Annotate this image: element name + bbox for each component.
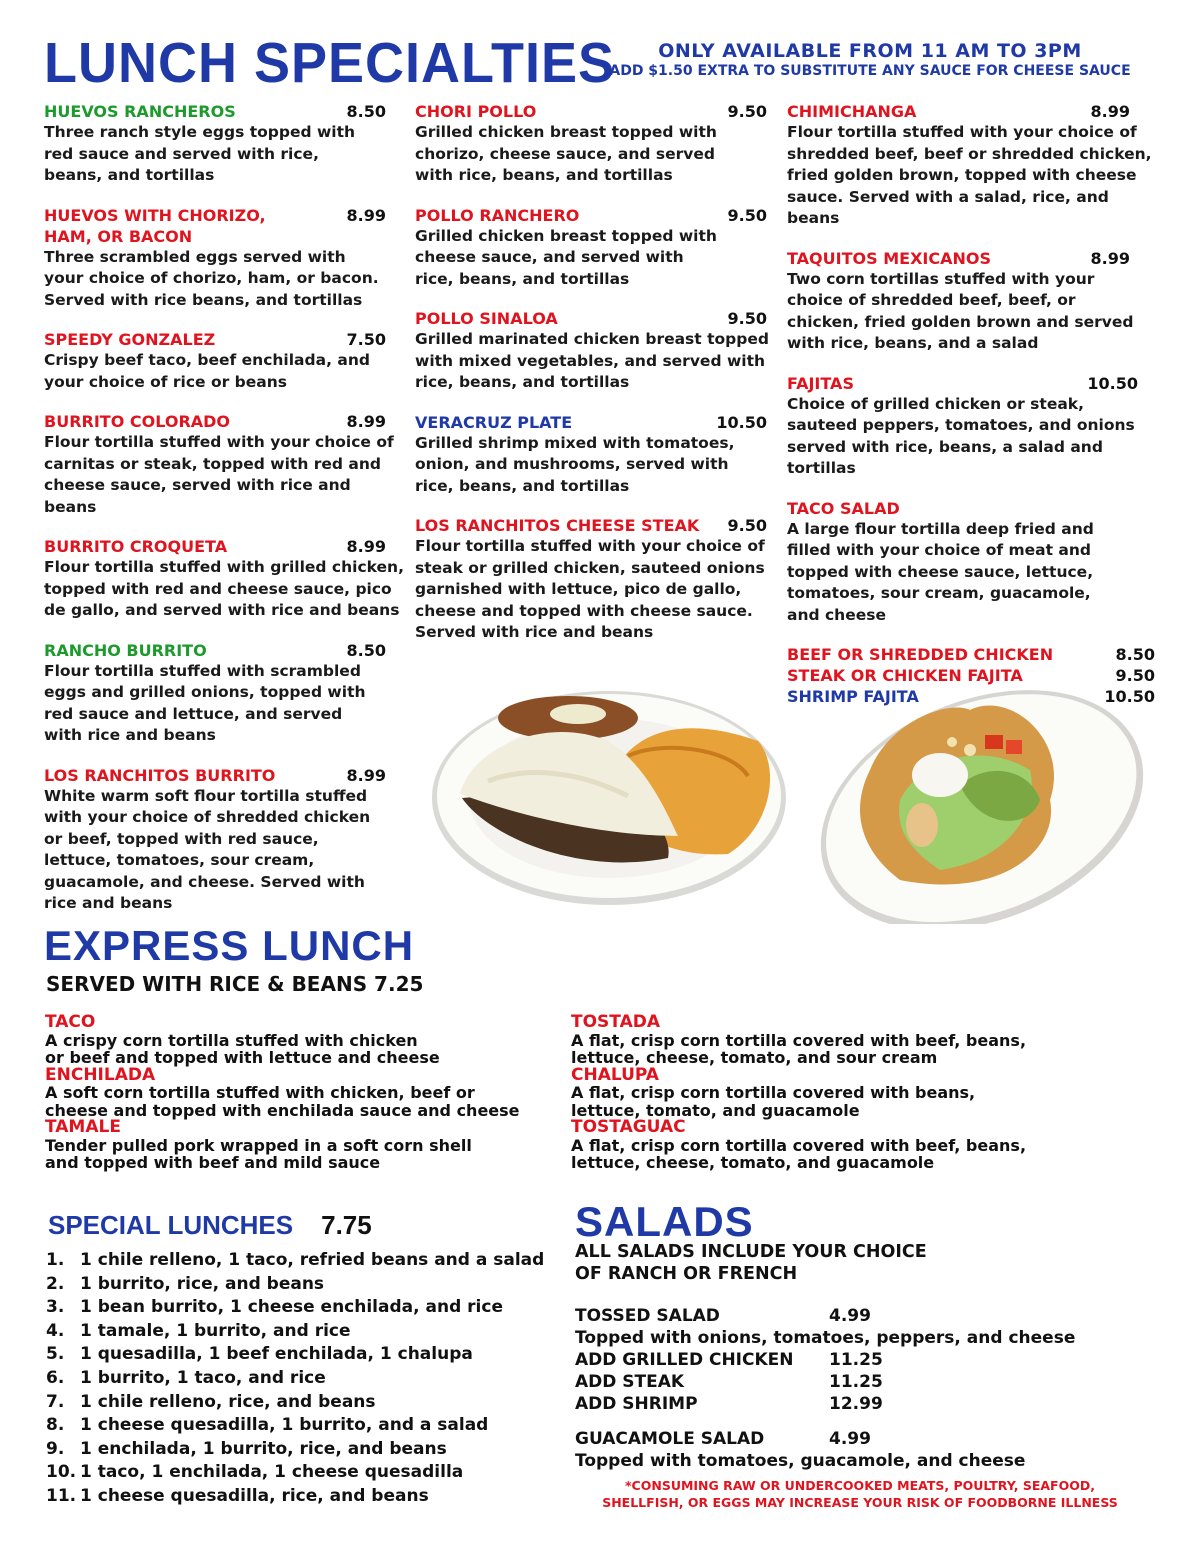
warning-line: SHELLFISH, OR EGGS MAY INCREASE YOUR RISK OF FOODBORNE ILLNESS	[602, 1495, 1118, 1510]
express-item-desc-line: lettuce, cheese, tomato, and sour cream	[571, 1048, 938, 1067]
menu-item	[787, 248, 1157, 355]
food-safety-warning	[560, 1477, 1160, 1511]
salads-note-line: ALL SALADS INCLUDE YOUR CHOICE	[575, 1242, 927, 1262]
salad-addon	[575, 1349, 1075, 1371]
menu-column-2	[415, 101, 767, 662]
item-price: 8.50	[346, 102, 386, 121]
express-item-desc-line: A flat, crisp corn tortilla covered with beef, beans,	[571, 1030, 1027, 1050]
menu-column-3	[787, 101, 1157, 707]
salad-price: 4.99	[829, 1306, 871, 1326]
item-name: LOS RANCHITOS BURRITO	[44, 765, 276, 785]
salad-item	[575, 1428, 1075, 1450]
menu-item	[44, 101, 386, 187]
list-item-number: 9.	[46, 1438, 65, 1459]
addon-price: 11.25	[829, 1372, 883, 1392]
express-item-name: ENCHILADA	[45, 1064, 156, 1085]
list-item-text: 1 enchilada, 1 burrito, rice, and beans	[80, 1438, 447, 1459]
menu-item	[415, 101, 767, 187]
menu-item	[44, 640, 386, 747]
list-item-text: 1 cheese quesadilla, 1 burrito, and a salad	[80, 1415, 489, 1436]
addon-price: 12.99	[829, 1394, 883, 1414]
express-lunch-title: EXPRESS LUNCH	[44, 922, 415, 969]
option-price: 9.50	[1115, 666, 1155, 685]
express-item-name: TAMALE	[45, 1117, 121, 1137]
availability-hours: ONLY AVAILABLE FROM 11 AM TO 3PM	[658, 40, 1082, 62]
salads-note-line: OF RANCH OR FRENCH	[575, 1264, 798, 1284]
item-price: 9.50	[727, 205, 767, 225]
item-price: 8.99	[346, 765, 386, 785]
menu-item	[415, 205, 767, 291]
warning-line: *CONSUMING RAW OR UNDERCOOKED MEATS, POULTRY, SEAFOOD,	[625, 1478, 1095, 1493]
item-description: Flour tortilla stuffed with your choice of steak or grilled chicken, sauteed onions garnished with lettuce, pico de gallo, cheese and topped with cheese sauce. Served with rice and beans	[415, 537, 765, 641]
item-description: Two corn tortillas stuffed with your choice of shredded beef, beef, or chicken, fried golden brown and served with rice, beans, and a salad	[787, 269, 1134, 352]
express-item-name: CHALUPA	[571, 1064, 659, 1085]
salad-description: Topped with tomatoes, guacamole, and cheese	[575, 1451, 1026, 1471]
item-description: Grilled chicken breast topped with cheese sauce, and served with rice, beans, and tortillas	[415, 226, 717, 288]
item-description: Flour tortilla stuffed with grilled chicken, topped with red and cheese sauce, pico de gallo, and served with rice and beans	[44, 558, 404, 619]
item-price: 8.99	[1090, 248, 1130, 268]
option-name: BEEF OR SHREDDED CHICKEN	[787, 645, 1054, 664]
list-item-number: 11.	[46, 1485, 77, 1506]
list-item	[46, 1391, 544, 1415]
addon-name: ADD GRILLED CHICKEN	[575, 1350, 794, 1370]
special-lunches-list	[46, 1249, 544, 1509]
item-name: HUEVOS WITH CHORIZO, HAM, OR BACON	[44, 205, 266, 246]
list-item-text: 1 burrito, 1 taco, and rice	[80, 1367, 326, 1388]
menu-item	[415, 308, 767, 394]
salad-description: Topped with onions, tomatoes, peppers, and cheese	[575, 1328, 1076, 1348]
express-item	[571, 1119, 1091, 1172]
express-item-desc-line: and topped with beef and mild sauce	[45, 1153, 381, 1172]
express-item-desc-line: A soft corn tortilla stuffed with chicken, beef or	[45, 1083, 475, 1102]
salad-addon	[575, 1371, 1075, 1393]
list-item	[46, 1296, 544, 1320]
addon-name: ADD STEAK	[575, 1372, 685, 1392]
item-price: 9.50	[727, 516, 767, 535]
item-price: 10.50	[1087, 373, 1138, 393]
express-item-desc-line: lettuce, tomato, and guacamole	[571, 1100, 860, 1120]
item-name: RANCHO BURRITO	[44, 640, 207, 660]
list-item-text: 1 cheese quesadilla, rice, and beans	[80, 1485, 429, 1506]
special-lunches-heading: SPECIAL LUNCHES	[48, 1210, 294, 1240]
item-description: Crispy beef taco, beef enchilada, and your choice of rice or beans	[44, 351, 370, 391]
express-item	[45, 1014, 555, 1067]
list-item-text: 1 burrito, rice, and beans	[80, 1273, 325, 1294]
express-lunch-subtitle: SERVED WITH RICE & BEANS 7.25	[46, 972, 424, 996]
item-description: Three ranch style eggs topped with red sauce and served with rice, beans, and tortillas	[44, 123, 356, 184]
list-item-number: 3.	[46, 1297, 65, 1318]
item-name: BURRITO CROQUETA	[44, 537, 228, 556]
menu-item	[415, 515, 767, 644]
option-name: STEAK OR CHICKEN FAJITA	[787, 666, 1023, 685]
item-price: 9.50	[727, 102, 767, 121]
item-name: HUEVOS RANCHEROS	[44, 102, 236, 121]
menu-item	[44, 765, 386, 915]
express-item-name: TOSTAGUAC	[571, 1117, 686, 1137]
option-price: 10.50	[1104, 687, 1155, 706]
menu-item	[44, 329, 386, 393]
express-item-desc-line: or beef and topped with lettuce and cheese	[45, 1048, 440, 1067]
item-price: 9.50	[727, 309, 767, 328]
list-item	[46, 1343, 544, 1367]
menu-item	[787, 373, 1157, 480]
list-item-number: 2.	[46, 1273, 65, 1294]
item-name: POLLO SINALOA	[415, 309, 558, 328]
express-item	[45, 1064, 555, 1120]
item-price: 7.50	[346, 330, 386, 349]
item-name: BURRITO COLORADO	[44, 412, 231, 431]
list-item-text: 1 bean burrito, 1 cheese enchilada, and rice	[80, 1297, 503, 1318]
item-description: Grilled chicken breast topped with chorizo, cheese sauce, and served with rice, beans, and tortillas	[415, 123, 717, 184]
express-item-desc-line: A flat, crisp corn tortilla covered with beans,	[571, 1083, 976, 1102]
item-price: 8.50	[346, 640, 386, 660]
express-item-desc-line: Tender pulled pork wrapped in a soft corn shell	[45, 1135, 472, 1155]
item-description: Grilled shrimp mixed with tomatoes, onion, and mushrooms, served with rice, beans, and tortillas	[415, 433, 735, 495]
list-item	[46, 1414, 544, 1438]
item-name: SPEEDY GONZALEZ	[44, 330, 216, 349]
list-item-text: 1 chile relleno, rice, and beans	[80, 1391, 376, 1412]
item-name: CHIMICHANGA	[787, 102, 917, 121]
item-name: POLLO RANCHERO	[415, 205, 580, 225]
express-item-desc-line: lettuce, cheese, tomato, and guacamole	[571, 1153, 935, 1172]
list-item-number: 4.	[46, 1320, 65, 1341]
page-title: LUNCH SPECIALTIES	[44, 31, 616, 95]
item-price: 8.99	[346, 537, 386, 556]
menu-item	[44, 536, 404, 622]
list-item-text: 1 quesadilla, 1 beef enchilada, 1 chalupa	[80, 1344, 473, 1365]
item-description: Flour tortilla stuffed with your choice of shredded beef, beef or shredded chicken, fried golden brown, topped with cheese sauce. Served with a salad, rice, and beans	[787, 123, 1152, 227]
option-price: 8.50	[1115, 645, 1155, 664]
list-item-text: 1 chile relleno, 1 taco, refried beans and a salad	[80, 1250, 545, 1270]
salad-name: TOSSED SALAD	[575, 1306, 720, 1326]
availability-note	[600, 40, 1140, 79]
list-item	[46, 1320, 544, 1344]
list-item	[46, 1461, 544, 1485]
express-item-desc-line: A flat, crisp corn tortilla covered with beef, beans,	[571, 1135, 1027, 1155]
list-item	[46, 1367, 544, 1391]
list-item-number: 7.	[46, 1391, 65, 1412]
menu-item	[787, 498, 1157, 627]
item-price: 10.50	[716, 412, 767, 432]
list-item-text: 1 taco, 1 enchilada, 1 cheese quesadilla	[80, 1462, 464, 1483]
express-item-desc-line: A crispy corn tortilla stuffed with chicken	[45, 1030, 418, 1050]
item-description: Flour tortilla stuffed with your choice of carnitas or steak, topped with red and cheese sauce, served with rice and beans	[44, 433, 394, 516]
express-item	[571, 1014, 1091, 1067]
item-price: 8.99	[346, 205, 386, 225]
item-description: A large flour tortilla deep fried and filled with your choice of meat and topped with cheese sauce, lettuce, tomatoes, sour cream, guacamole, and cheese	[787, 519, 1094, 624]
item-name: VERACRUZ PLATE	[415, 412, 573, 432]
list-item	[46, 1485, 544, 1509]
express-right-column	[571, 1014, 1091, 1172]
option-name: SHRIMP FAJITA	[787, 687, 919, 706]
list-item	[46, 1249, 544, 1273]
menu-item	[44, 205, 386, 312]
list-item	[46, 1438, 544, 1462]
menu-column-1	[44, 101, 404, 933]
list-item-number: 6.	[46, 1367, 65, 1388]
list-item-text: 1 tamale, 1 burrito, and rice	[80, 1320, 351, 1341]
menu-item	[787, 101, 1157, 230]
menu-item	[415, 412, 767, 498]
item-name: TACO SALAD	[787, 498, 900, 518]
list-item-number: 1.	[46, 1250, 65, 1270]
salads-title: SALADS	[575, 1198, 754, 1245]
list-item-number: 5.	[46, 1344, 65, 1365]
express-item-name: TACO	[45, 1012, 96, 1032]
list-item-number: 10.	[46, 1462, 77, 1483]
express-item	[45, 1119, 555, 1172]
menu-item	[44, 411, 394, 518]
salads-section	[575, 1241, 1075, 1472]
item-name: FAJITAS	[787, 373, 854, 393]
express-item-desc-line: cheese and topped with enchilada sauce and cheese	[45, 1100, 520, 1120]
express-item-name: TOSTADA	[571, 1012, 660, 1032]
salad-addon	[575, 1393, 1075, 1415]
special-lunches-title	[48, 1210, 372, 1241]
addon-name: ADD SHRIMP	[575, 1394, 698, 1414]
item-description: Choice of grilled chicken or steak, sauteed peppers, tomatoes, and onions served with rice, beans, a salad and tortillas	[787, 394, 1135, 477]
item-name: TAQUITOS MEXICANOS	[787, 248, 991, 268]
express-left-column	[45, 1014, 555, 1172]
salad-item	[575, 1305, 1075, 1327]
item-description: Grilled marinated chicken breast topped with mixed vegetables, and served with rice, beans, and tortillas	[415, 330, 769, 391]
burrito-plate-image	[428, 686, 790, 908]
item-description: White warm soft flour tortilla stuffed with your choice of shredded chicken or beef, topped with red sauce, lettuce, tomatoes, sour cream, guacamole, and cheese. Served with rice and beans	[44, 786, 371, 912]
item-price: 8.99	[346, 412, 386, 431]
express-item	[571, 1064, 1091, 1120]
special-lunches-price: 7.75	[321, 1210, 372, 1240]
item-price: 8.99	[1090, 102, 1130, 121]
salad-price: 4.99	[829, 1429, 871, 1449]
list-item	[46, 1273, 544, 1297]
salad-name: GUACAMOLE SALAD	[575, 1429, 765, 1449]
list-item-number: 8.	[46, 1415, 65, 1436]
sauce-substitution-note: ADD $1.50 EXTRA TO SUBSTITUTE ANY SAUCE FOR CHEESE SAUCE	[609, 63, 1131, 79]
item-description: Flour tortilla stuffed with scrambled eggs and grilled onions, topped with red sauce and lettuce, and served with rice and beans	[44, 661, 366, 744]
taco-salad-image	[810, 680, 1152, 924]
item-name: CHORI POLLO	[415, 102, 537, 121]
addon-price: 11.25	[829, 1350, 883, 1370]
item-name: LOS RANCHITOS CHEESE STEAK	[415, 516, 700, 535]
item-description: Three scrambled eggs served with your choice of chorizo, ham, or bacon. Served with rice beans, and tortillas	[44, 247, 379, 309]
